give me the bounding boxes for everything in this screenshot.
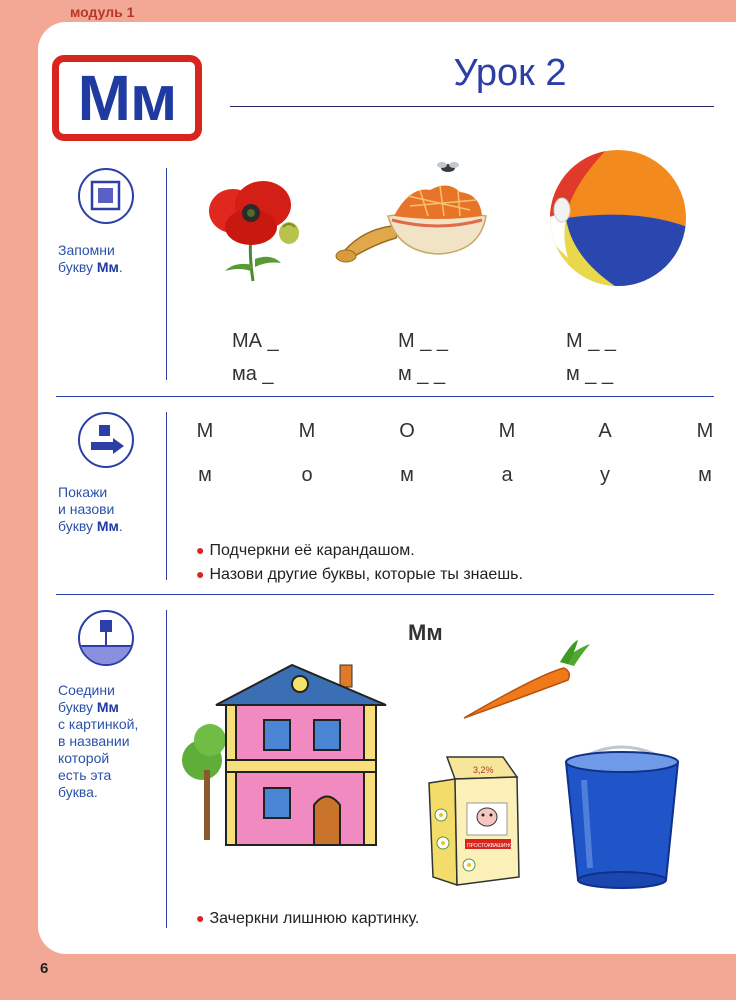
milk-carton-picture[interactable] [425,755,521,887]
syllable-lower-2: м _ _ [398,363,446,385]
big-letter: Мм [77,62,177,134]
show-and-name-icon [78,412,134,468]
section-divider-1 [56,396,714,397]
syllable-lower-1: ма _ [232,363,274,385]
syllable-upper-2: М _ _ [398,330,449,352]
bucket-picture[interactable] [562,740,682,890]
task-name-letters: ● Назови другие буквы, которые ты знаешь. [196,566,523,583]
letter-upper-3[interactable]: О [399,420,415,442]
letter-lower-4[interactable]: а [501,464,513,486]
letter-upper-1[interactable]: М [196,420,214,442]
letter-lower-1[interactable]: м [198,464,212,486]
poppy-picture [205,175,305,285]
title-underline [230,106,714,107]
milk-brand: ПРОСТОКВАШИНО [467,843,513,849]
honey-bowl-picture [330,160,490,265]
syllable-upper-1: МА _ [232,330,279,352]
letter-upper-5[interactable]: А [598,420,612,442]
section2-instruction: Покажи и назови букву Мм. [58,484,123,534]
letter-upper-6[interactable]: М [696,420,714,442]
bullet-dot: ● [196,542,205,558]
module-tag: модуль 1 [70,4,135,20]
connect-icon [78,610,134,666]
beach-ball-picture [548,148,690,288]
letter-lower-6[interactable]: м [698,464,712,486]
task-cross-out: ● Зачеркни лишнюю картинку. [196,910,420,927]
carrot-picture[interactable] [460,640,592,722]
letter-lower-3[interactable]: м [400,464,414,486]
letter-upper-4[interactable]: М [498,420,516,442]
bullet-dot: ● [196,566,205,582]
lesson-title: Урок 2 [453,52,567,94]
syllable-upper-3: М _ _ [566,330,617,352]
page-number: 6 [40,960,49,977]
center-letter-label: Мм [408,620,443,645]
big-letter-box [52,55,202,141]
house-picture[interactable] [180,660,392,850]
letter-lower-5[interactable]: у [600,464,610,486]
letter-upper-2[interactable]: М [298,420,316,442]
letter-lower-2[interactable]: о [301,464,313,486]
remember-icon [78,168,134,224]
syllable-lower-3: м _ _ [566,363,614,385]
section3-instruction: Соедини букву Мм с картинкой, в названии которой есть эта буква. [58,682,139,800]
task-underline: ● Подчеркни её карандашом. [196,542,415,559]
bullet-dot: ● [196,910,205,926]
section1-instruction: Запомни букву Мм. [58,242,123,275]
section-divider-2 [56,594,714,595]
milk-percent: 3,2% [473,765,494,775]
